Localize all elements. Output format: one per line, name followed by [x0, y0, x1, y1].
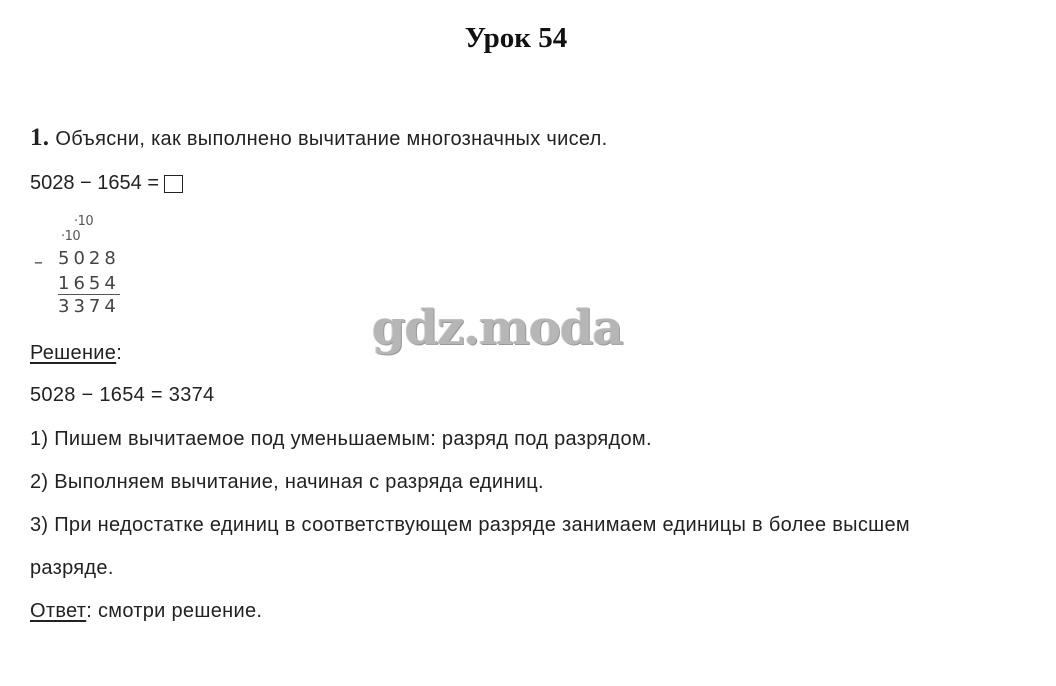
column-subtraction [34, 212, 144, 322]
solution-label-colon: : [116, 342, 123, 364]
column-minus-sign: – [34, 252, 43, 273]
answer-box [164, 175, 183, 193]
page-title: Урок 54 [464, 22, 568, 54]
task-text: Объясни, как выполнено вычитание многозначных чисел. [55, 128, 608, 150]
solution-step-3-continued: разряде. [30, 557, 114, 579]
task-number: 1. [30, 124, 50, 151]
solution-equation: 5028 − 1654 = 3374 [30, 384, 215, 406]
solution-label: Решение [30, 342, 117, 364]
solution-step-2: 2) Выполняем вычитание, начиная с разряда единиц. [30, 471, 544, 493]
task-expression [30, 172, 183, 195]
answer-line [30, 600, 262, 623]
column-minuend: 5028 [58, 248, 120, 269]
column-result: 3374 [58, 296, 120, 317]
answer-label: Ответ [30, 600, 87, 622]
watermark: gdz.moda [372, 300, 623, 356]
column-subtrahend: 1654 [58, 273, 120, 294]
solution-step-1: 1) Пишем вычитаемое под уменьшаемым: разряд под разрядом. [30, 428, 652, 450]
solution-step-3: 3) При недостатке единиц в соответствующем разряде занимаем единицы в более высшем [30, 514, 910, 536]
task-statement [30, 124, 607, 152]
expression-text: 5028 − 1654 = [30, 172, 160, 194]
answer-label-colon: : [86, 600, 93, 622]
answer-text: смотри решение. [92, 600, 263, 622]
borrow-mark-top: ·10 [74, 214, 94, 229]
borrow-mark-second: ·10 [61, 229, 81, 244]
solution-heading [30, 342, 122, 365]
